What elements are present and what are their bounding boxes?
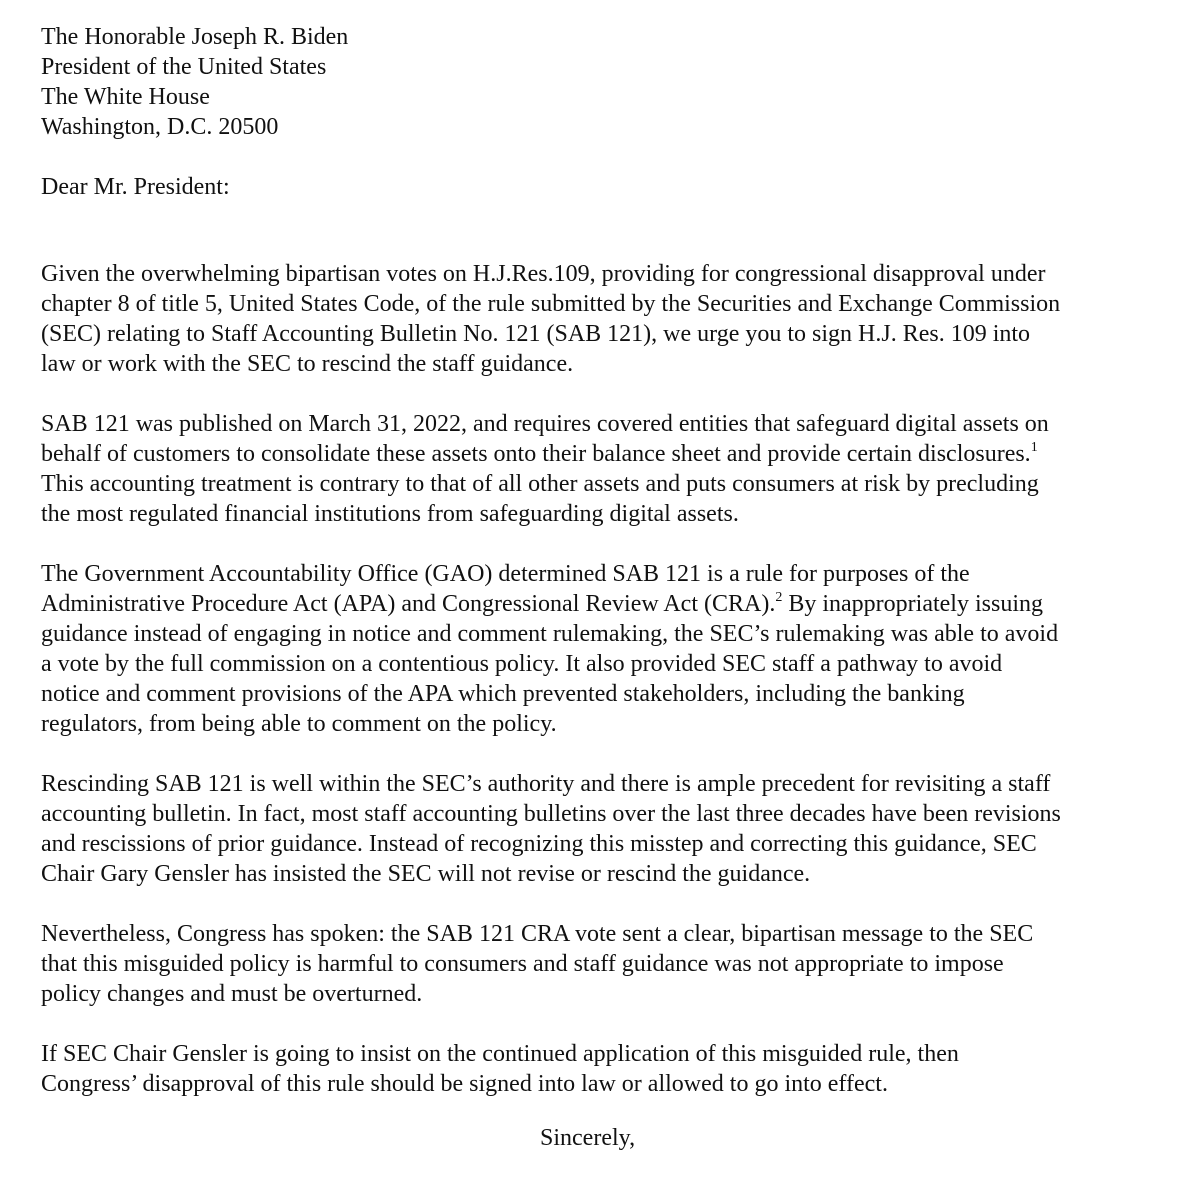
paragraph-line [41, 769, 1061, 799]
paragraph-line [41, 1039, 1061, 1069]
letter-paragraphs [41, 259, 1061, 1099]
paragraph [41, 769, 1061, 889]
line-text: a vote by the full commission on a contentious policy. It also provided SEC staff a pathway to avoid [41, 651, 1003, 677]
letter-body [41, 22, 1061, 1129]
paragraph-line [41, 559, 1061, 589]
paragraph [41, 1039, 1061, 1099]
salutation: Dear Mr. President: [41, 174, 230, 200]
line-text: Rescinding SAB 121 is well within the SEC’s authority and there is ample precedent for revisiting a staff [41, 771, 1051, 797]
address-line: The Honorable Joseph R. Biden [41, 24, 349, 50]
paragraph-line [41, 829, 1061, 859]
address-line: President of the United States [41, 54, 327, 80]
paragraph-line [41, 499, 1061, 529]
closing: Sincerely, [540, 1125, 636, 1151]
paragraph-line [41, 409, 1061, 439]
line-text: policy changes and must be overturned. [41, 981, 423, 1007]
line-text: If SEC Chair Gensler is going to insist on the continued application of this misguided rule, then [41, 1041, 959, 1067]
line-text: accounting bulletin. In fact, most staff accounting bulletins over the last three decades have been revisions [41, 801, 1061, 827]
line-text: chapter 8 of title 5, United States Code, of the rule submitted by the Securities and Exchange Commission [41, 291, 1061, 317]
footnote-marker: 2 [775, 590, 783, 605]
paragraph-line [41, 859, 1061, 889]
line-text: regulators, from being able to comment on the policy. [41, 711, 557, 737]
paragraph-line [41, 259, 1061, 289]
paragraph-line [41, 709, 1061, 739]
line-text: Given the overwhelming bipartisan votes on H.J.Res.109, providing for congressional disapproval under [41, 261, 1046, 287]
line-text: Administrative Procedure Act (APA) and Congressional Review Act (CRA). [41, 591, 776, 617]
line-text: Congress’ disapproval of this rule should be signed into law or allowed to go into effect. [41, 1071, 888, 1097]
recipient-address [41, 22, 1061, 142]
paragraph [41, 919, 1061, 1009]
paragraph-line [41, 619, 1061, 649]
paragraph-line [41, 649, 1061, 679]
line-text: behalf of customers to consolidate these assets onto their balance sheet and provide certain disclosures. [41, 441, 1031, 467]
paragraph-line [41, 1069, 1061, 1099]
paragraph-line [41, 589, 1061, 619]
line-text: Nevertheless, Congress has spoken: the SAB 121 CRA vote sent a clear, bipartisan message to the SEC [41, 921, 1034, 947]
line-text: notice and comment provisions of the APA which prevented stakeholders, including the banking [41, 681, 965, 707]
paragraph-line [41, 949, 1061, 979]
paragraph-line [41, 469, 1061, 499]
line-text: law or work with the SEC to rescind the staff guidance. [41, 351, 574, 377]
address-line: The White House [41, 84, 210, 110]
paragraph-line [41, 979, 1061, 1009]
line-text: guidance instead of engaging in notice and comment rulemaking, the SEC’s rulemaking was able to avoid [41, 621, 1059, 647]
line-text: the most regulated financial institutions from safeguarding digital assets. [41, 501, 739, 527]
line-text: The Government Accountability Office (GAO) determined SAB 121 is a rule for purposes of the [41, 561, 970, 587]
paragraph-line [41, 919, 1061, 949]
line-text: This accounting treatment is contrary to that of all other assets and puts consumers at risk by precluding [41, 471, 1039, 497]
paragraph-line [41, 319, 1061, 349]
paragraph-line [41, 679, 1061, 709]
address-line: Washington, D.C. 20500 [41, 114, 279, 140]
line-text: that this misguided policy is harmful to consumers and staff guidance was not appropriate to impose [41, 951, 1004, 977]
line-text: By inappropriately issuing [782, 591, 1043, 617]
paragraph [41, 409, 1061, 529]
footnote-marker: 1 [1030, 440, 1038, 455]
paragraph-line [41, 439, 1061, 469]
paragraph-line [41, 289, 1061, 319]
paragraph [41, 559, 1061, 739]
line-text: SAB 121 was published on March 31, 2022, and requires covered entities that safeguard digital assets on [41, 411, 1049, 437]
line-text: and rescissions of prior guidance. Instead of recognizing this misstep and correcting this guidance, SEC [41, 831, 1037, 857]
paragraph-line [41, 349, 1061, 379]
paragraph-line [41, 799, 1061, 829]
line-text: (SEC) relating to Staff Accounting Bulletin No. 121 (SAB 121), we urge you to sign H.J. Res. 109 into [41, 321, 1031, 347]
paragraph [41, 259, 1061, 379]
line-text: Chair Gary Gensler has insisted the SEC will not revise or rescind the guidance. [41, 861, 811, 887]
